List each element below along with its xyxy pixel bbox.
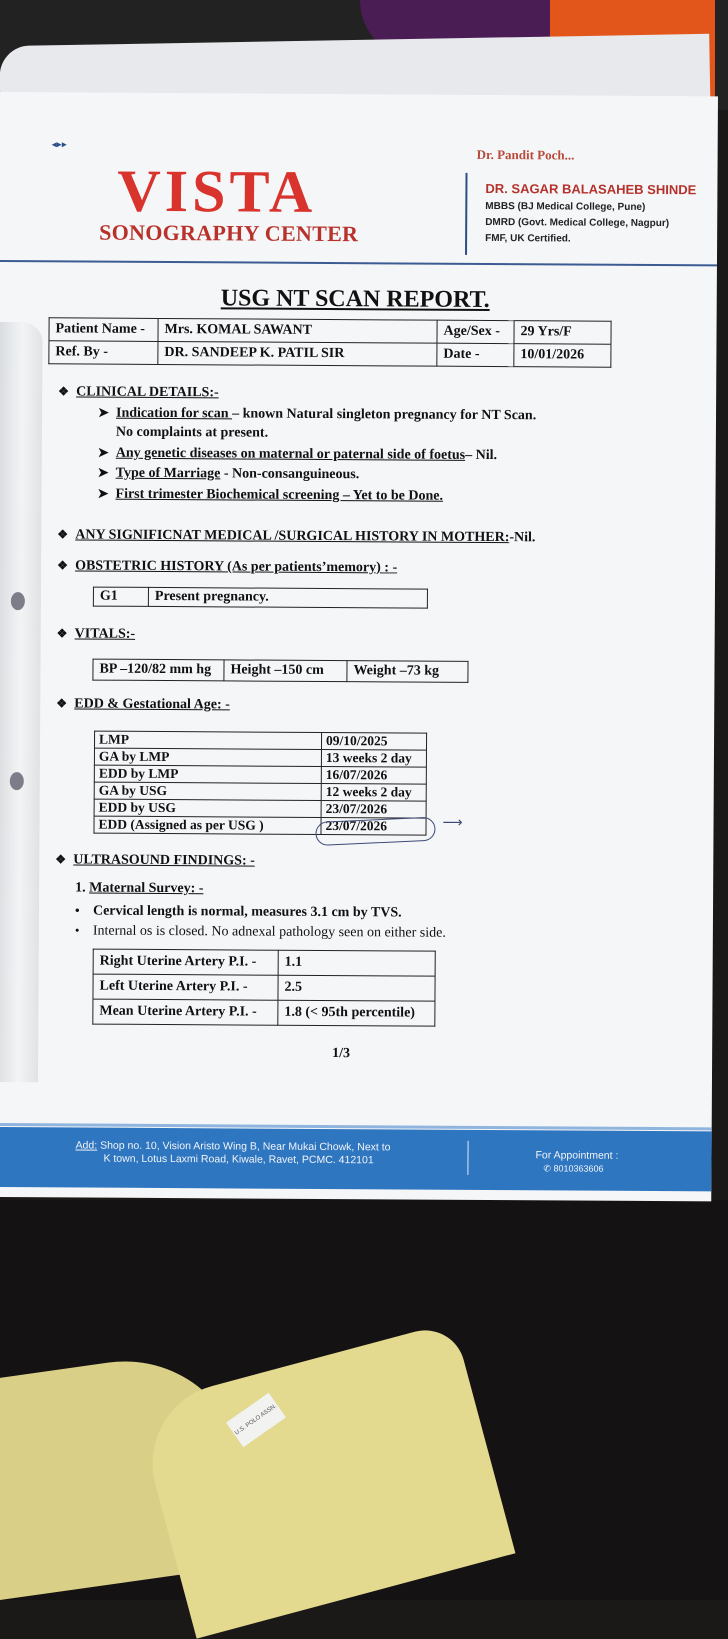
edd-row-value: 12 weeks 2 day [321, 783, 426, 801]
edd-row-label: GA by LMP [94, 748, 321, 766]
logo-subtitle: SONOGRAPHY CENTER [99, 219, 359, 247]
maternal-survey-heading: 1. Maternal Survey: - [75, 880, 204, 897]
blood-pressure: BP –120/82 mm hg [93, 659, 224, 681]
artery-value: 2.5 [278, 975, 435, 1001]
edd-row-label: LMP [94, 731, 321, 749]
patient-name-label: Patient Name - [49, 318, 158, 342]
header-divider [465, 173, 468, 255]
finding-bullet: • Cervical length is normal, measures 3.1 cm by TVS. [74, 902, 402, 921]
footer-address: Add: Shop no. 10, Vision Aristo Wing B, Near Mukai Chowk, Next to K town, Lotus Laxmi Road, Kiwale, Ravet, PCMC. 412101 [75, 1139, 391, 1167]
edd-row-value: 16/07/2026 [321, 766, 426, 784]
clinical-item: ➤ First trimester Biochemical screening – Yet to be Done. [97, 485, 444, 504]
artery-value: 1.1 [278, 950, 435, 976]
artery-table [92, 949, 435, 1027]
vitals-table [92, 659, 468, 683]
pen-circle-mark [315, 817, 436, 847]
footer-divider [467, 1141, 468, 1175]
doctor-qualification: MBBS (BJ Medical College, Pune) [485, 200, 646, 213]
page-number: 1/3 [332, 1046, 351, 1062]
pen-tick-mark: ⟶ [442, 815, 463, 831]
header-rule [0, 260, 717, 266]
doctor-qualification: FMF, UK Certified. [485, 232, 571, 245]
patient-name: Mrs. KOMAL SAWANT [158, 318, 437, 343]
report-date: 10/01/2026 [514, 344, 611, 368]
report-page [0, 92, 718, 1201]
clinical-item: ➤ Any genetic diseases on maternal or paternal side of foetus– Nil. [97, 444, 498, 464]
edd-row-value: 13 weeks 2 day [321, 749, 426, 767]
ref-label: Ref. By - [49, 341, 158, 365]
age-sex: 29 Yrs/F [514, 321, 611, 345]
edd-row-label: GA by USG [94, 782, 321, 800]
appointment-label: For Appointment : [535, 1149, 619, 1162]
clinical-item: ➤ Type of Marriage - Non-consanguineous. [97, 464, 360, 483]
report-title: USG NT SCAN REPORT. [220, 285, 490, 313]
appointment-phone: ✆ 8010363606 [543, 1163, 604, 1174]
handle-dot [11, 592, 25, 610]
clipboard-handle [0, 322, 43, 1082]
edd-row-label: EDD (Assigned as per USG ) [94, 816, 321, 834]
ultrasound-heading: ❖ ULTRASOUND FINDINGS: - [55, 852, 255, 869]
weight: Weight –73 kg [347, 661, 468, 683]
edd-row-label: EDD by LMP [94, 765, 321, 783]
edd-row-value: 23/07/2026 [321, 800, 426, 818]
obstetric-heading: ❖ OBSTETRIC HISTORY (As per patients’memory) : - [57, 558, 398, 576]
edd-heading: ❖ EDD & Gestational Age: - [56, 696, 230, 713]
artery-value: 1.8 (< 95th percentile) [278, 1000, 435, 1026]
clinical-item: No complaints at present. [115, 424, 269, 441]
top-cut-text: Dr. Pandit Poch... [476, 146, 575, 163]
patient-table [48, 317, 611, 367]
date-label: Date - [437, 343, 514, 366]
obstetric-table [93, 587, 428, 609]
clinical-heading: ❖ CLINICAL DETAILS:- [58, 384, 219, 401]
corner-mark: ◂▸▸ [51, 139, 67, 151]
doctor-qualification: DMRD (Govt. Medical College, Nagpur) [485, 216, 670, 230]
edd-row-value: 09/10/2025 [321, 732, 426, 750]
age-label: Age/Sex - [437, 320, 514, 343]
artery-label: Right Uterine Artery P.I. - [93, 949, 278, 975]
finding-bullet: • Internal os is closed. No adnexal pathology seen on either side. [74, 922, 446, 941]
edd-row-value: 23/07/2026 [321, 817, 426, 835]
clinical-item: ➤ Indication for scan – known Natural singleton pregnancy for NT Scan. [98, 404, 537, 424]
ref-doctor: DR. SANDEEP K. PATIL SIR [158, 341, 437, 366]
artery-label: Left Uterine Artery P.I. - [93, 974, 278, 1000]
handle-dot [10, 772, 24, 790]
artery-label: Mean Uterine Artery P.I. - [93, 999, 278, 1025]
edd-row-label: EDD by USG [94, 799, 321, 817]
logo-vista: VISTA [117, 157, 317, 225]
vitals-heading: ❖ VITALS:- [56, 626, 136, 642]
cloth-tag: U.S. POLO ASSN. [226, 1393, 286, 1447]
history-heading: ❖ ANY SIGNIFICNAT MEDICAL /SURGICAL HISTORY IN MOTHER:-Nil. [57, 527, 536, 546]
gravida: G1 [93, 587, 148, 606]
pregnancy-desc: Present pregnancy. [148, 587, 427, 608]
height: Height –150 cm [224, 660, 347, 682]
doctor-name: DR. SAGAR BALASAHEB SHINDE [485, 180, 697, 198]
